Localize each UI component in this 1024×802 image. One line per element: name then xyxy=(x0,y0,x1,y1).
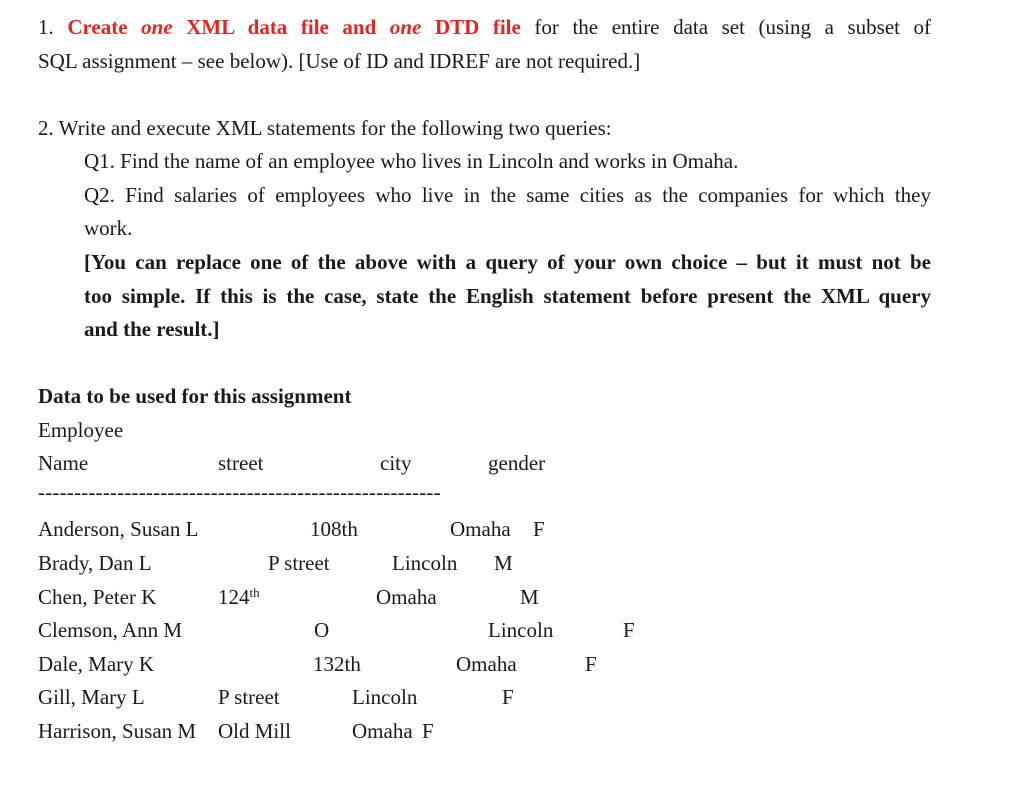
task-1-one-dtd: one xyxy=(389,15,422,39)
row-street: P street xyxy=(218,685,280,709)
row-city: Omaha xyxy=(352,719,413,743)
row-city: Omaha xyxy=(450,517,511,541)
column-header-gender: gender xyxy=(488,451,546,475)
row-name: Gill, Mary L xyxy=(38,685,145,709)
data-heading: Data to be used for this assignment xyxy=(38,384,352,408)
task-1-line-2: SQL assignment – see below). [Use of ID and IDREF are not required.] xyxy=(38,49,641,73)
query-q2-line-1: Q2. Find salaries of employees who live in the same cities as the companies for which they xyxy=(84,183,931,207)
row-street: 124th xyxy=(218,585,260,609)
task-1-xml-data-file: XML data file and xyxy=(186,15,377,39)
query-q1: Q1. Find the name of an employee who lives in Lincoln and works in Omaha. xyxy=(84,149,739,173)
ordinal-suffix: th xyxy=(249,585,260,600)
row-city: Lincoln xyxy=(488,618,554,642)
row-gender: F xyxy=(422,719,434,743)
row-street: P street xyxy=(268,551,330,575)
separator-line: -------------------------------------------------------- xyxy=(38,480,441,504)
row-gender: M xyxy=(494,551,513,575)
table-name: Employee xyxy=(38,418,124,442)
task-1-number: 1. xyxy=(38,15,54,39)
row-name: Chen, Peter K xyxy=(38,585,157,609)
row-gender: F xyxy=(623,618,635,642)
task-2-intro: 2. Write and execute XML statements for the following two queries: xyxy=(38,116,612,140)
note-line-3: and the result.] xyxy=(84,317,220,341)
row-city: Omaha xyxy=(456,652,517,676)
row-city: Lincoln xyxy=(392,551,458,575)
note-line-1: [You can replace one of the above with a query of your own choice – but it must not be xyxy=(84,250,931,274)
query-q2-line-2: work. xyxy=(84,216,133,240)
row-name: Brady, Dan L xyxy=(38,551,152,575)
row-name: Anderson, Susan L xyxy=(38,517,199,541)
task-1-line-1 xyxy=(38,17,931,38)
row-name: Harrison, Susan M xyxy=(38,719,197,743)
column-header-street: street xyxy=(218,451,264,475)
task-1-dtd-file: DTD file xyxy=(434,15,521,39)
row-street: Old Mill xyxy=(218,719,291,743)
task-1-rest: for the entire data set (using a subset of xyxy=(534,15,932,39)
row-street: O xyxy=(314,618,330,642)
row-gender: M xyxy=(520,585,539,609)
row-city: Omaha xyxy=(376,585,437,609)
row-name: Clemson, Ann M xyxy=(38,618,183,642)
task-1-create: Create xyxy=(67,15,128,39)
note-line-2: too simple. If this is the case, state the English statement before present the XML query xyxy=(84,284,931,308)
row-street: 108th xyxy=(310,517,358,541)
row-city: Lincoln xyxy=(352,685,418,709)
row-gender: F xyxy=(502,685,514,709)
row-street: 132th xyxy=(313,652,361,676)
row-gender: F xyxy=(533,517,545,541)
row-name: Dale, Mary K xyxy=(38,652,155,676)
column-header-name: Name xyxy=(38,451,89,475)
column-header-city: city xyxy=(380,451,412,475)
row-gender: F xyxy=(585,652,597,676)
task-1-one-xml: one xyxy=(141,15,173,39)
